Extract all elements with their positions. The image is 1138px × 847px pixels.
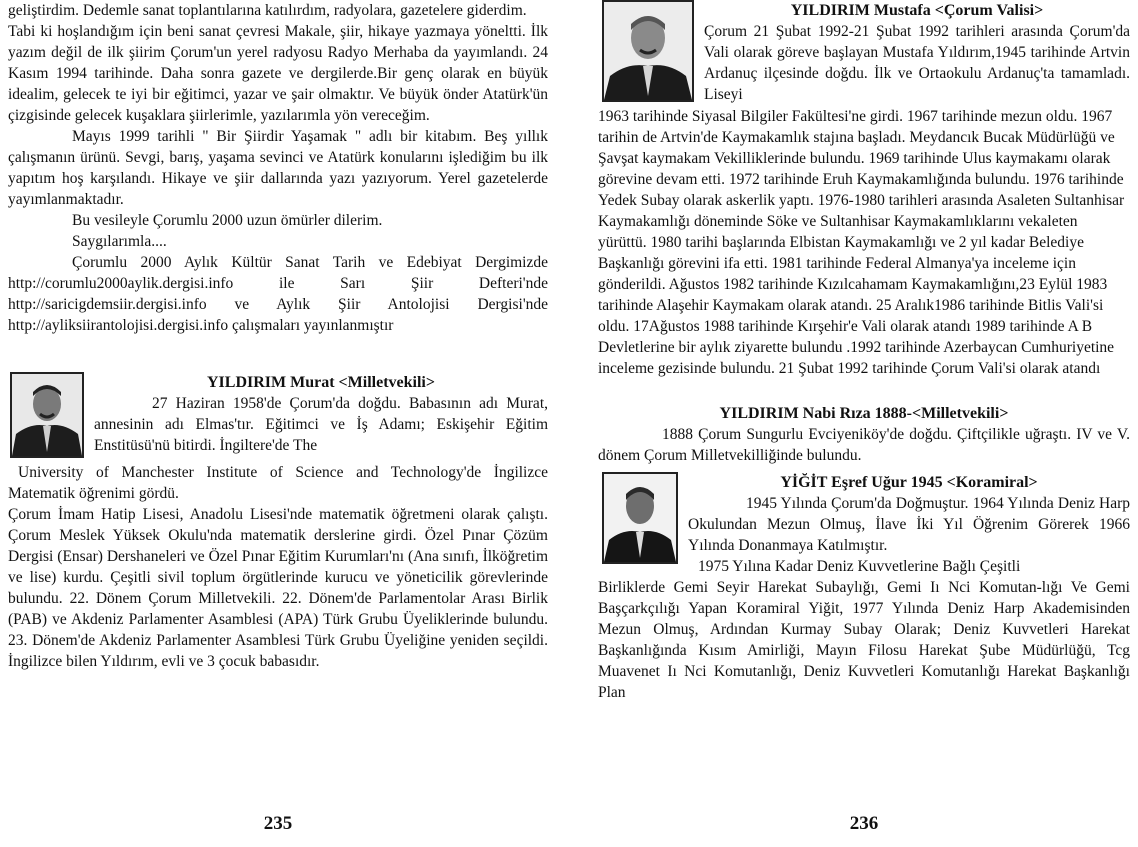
entry-paragraph: Çorum 21 Şubat 1992-21 Şubat 1992 tarihleri arasında Çorum'da Vali olarak göreve başlayan Mustafa Yıldırım,1945 tarihinde Artvin Ardanuç ilçesinde doğdu. İlk ve Ortaokulu Ardanuç'ta tamamladı. Liseyi — [704, 23, 1130, 103]
entry-paragraph: 1963 tarihinde Siyasal Bilgiler Fakültesi'ne girdi. 1967 tarihinde mezun oldu. 1967 tarihin de Artvin'de Kaymakamlık stajına başladı. Meydancık Bucak Müdürlüğü ve Şavşat kaymakam Vekilliklerinde bulundu. 1969 tarihinde Ulus kaymakamı olarak görevine devam etti. 1972 tarihinde Eruh Kaymakamlığında bulundu. 1976 tarihinde Yedek Subay olarak askerlik yaptı. 1976-1980 tarihleri arasında Asaleten Sultanhisar Kaymakamlığı döneminde Söke ve Sultanhisar Kaymakamlıklarını vekaleten yürüttü. 1980 tarihi başlarında Elbistan Kaymakamlığı ve 2 yıl kadar Belediye Başkanlığı görevini ifa etti. 1981 tarihinde Federal Almanya'ya inceleme için gönderildi. Ağustos 1982 tarihinde Kızılcahamam Kaymakamlığını,23 Eylül 1983 tarihinde Alaşehir Kaymakam olarak atandı. 25 Aralık1986 tarihinde Bitlis Vali'si oldu. 17Ağustos 1988 tarihinde Kırşehir'e Vali olarak atandı 1989 tarihinde A B Devletlerine bir aylık ziyarette bulundu .1992 tarihinde Azerbaycan Cumhuriyetine inceleme gezisinde bulundu. 21 Şubat 1992 tarihinde Çorum Vali'si olarak atandı — [598, 108, 1125, 377]
portrait-icon — [604, 474, 676, 562]
entry-yigit — [598, 472, 1130, 703]
entry-title: YILDIRIM Nabi Rıza 1888-<Milletvekili> — [719, 405, 1009, 422]
entry-title: YİĞİT Eşref Uğur 1945 <Koramiral> — [780, 474, 1038, 491]
entry-title: YILDIRIM Mustafa <Çorum Valisi> — [790, 2, 1044, 19]
page-number: 236 — [849, 813, 879, 834]
portrait-photo-yigit — [602, 472, 678, 564]
entry-paragraph: 1975 Yılına Kadar Deniz Kuvvetlerine Bağlı Çeşitli — [698, 558, 1021, 575]
portrait-icon — [604, 2, 692, 100]
intro-paragraph: geliştirdim. Dedemle sanat toplantılarına katılırdım, radyolara, gazetelere giderdim. — [8, 2, 527, 19]
entry-title: YILDIRIM Murat <Milletvekili> — [207, 374, 435, 391]
intro-paragraph: Mayıs 1999 tarihli " Bir Şiirdir Yaşamak " adlı bir kitabım. Beş yıllık çalışmanın ürünü. Sevgi, barış, yaşama sevinci ve Atatürk konularını işlediğim bu ilk yapıtım hoş karşılandı. Hikaye ve şiir dallarında yazı yazıyorum. Yerel gazetelerde yayımlanmaktadır. — [8, 128, 548, 208]
entry-paragraph: Çorum İmam Hatip Lisesi, Anadolu Lisesi'nde matematik öğretmeni olarak çalıştı. Çorum Meslek Yüksek Okulu'nda matematik derslerine girdi. Özel Pınar Çözüm Dergisi (Ensar) Dershaneleri ve Özel Pınar Eğitim Kurumları'nı (Ana sınıfı, İlköğretim ve lise) kurdu. Çeşitli sivil toplum örgütlerinde kurucu ve yöneticilik görevlerinde bulundu. 22. Dönem Çorum Milletvekili. 22. Dönem'de Parlamentolar Arası Birlik (PAB) ve Akdeniz Parlamenter Asamblesi (APA) Türk Grubu Üyeliklerinde bulundu. 23. Dönem'de Akdeniz Parlamenter Asamblesi Türk Grubu Üyeliğine yeniden seçildi. İngilizce bilen Yıldırım, evli ve 3 çocuk babasıdır. — [8, 506, 548, 670]
entry-paragraph: 27 Haziran 1958'de Çorum'da doğdu. Babasının adı Murat, annesinin adı Elmas'tır. Eğitimci ve İş Adamı; Eskişehir Eğitim Enstitüsü'nü bitirdi. İngiltere'de The — [94, 395, 548, 454]
left-page — [8, 0, 548, 847]
entry-murat — [8, 372, 548, 672]
intro-paragraph: Tabi ki hoşlandığım için beni sanat çevresi Makale, şiir, hikaye yazmaya yöneltti. İlk yazım değil de ilk şiirim Çorum'un yerel radyosu Radyo Merhaba da yayımlandı. 24 Kasım 1994 tarihinde. Daha sonra gazete ve dergilerde.Bir genç olarak en büyük idealim, gelecek te iyi bir eğitimci, yazar ve şair olmaktır. Ve büyük önder Atatürk'ün çizgisinde gelecek kuşaklara şiirlerimle, yazılarımla yön vereceğim. — [8, 23, 548, 124]
right-page — [598, 0, 1130, 847]
entry-paragraph: 1945 Yılında Çorum'da Doğmuştur. 1964 Yılında Deniz Harp Okulundan Mezun Olmuş, İlave İki Yıl Öğrenim Görerek 1966 Yılında Donanmaya Katılmıştır. — [688, 495, 1130, 554]
intro-paragraph: Çorumlu 2000 Aylık Kültür Sanat Tarih ve Edebiyat Dergimizde http://corumlu2000aylik.dergisi.info ile Sarı Şiir Defteri'nde http://saricigdemsiir.dergisi.info ve Aylık Şiir Antolojisi Dergisi'nde http://ayliksiirantolojisi.dergisi.info çalışmaları yayınlanmıştır — [8, 254, 548, 334]
entry-nabi — [598, 403, 1130, 466]
portrait-icon — [12, 374, 82, 456]
intro-paragraph: Saygılarımla.... — [72, 233, 167, 250]
entry-paragraph: University of Manchester Institute of Science and Technology'de İngilizce Matematik öğrenimi gördü. — [8, 464, 548, 502]
portrait-photo-mustafa — [602, 0, 694, 102]
entry-paragraph: Birliklerde Gemi Seyir Harekat Subaylığı, Gemi Iı Nci Komutan-lığı Ve Gemi Başçarkçılığı Yapan Koramiral Yiğit, 1977 Yılında Deniz Harp Akademisinden Mezun Olmuş, Ardından Kurmay Subay Olarak; Deniz Kuvvetleri Harekat Başkanlığında Kısım Amirliği, Mayın Filosu Harekat Şube Müdürlüğü, Tcg Muavenet Iı Nci Komutanlığı, Deniz Kuvvetleri Komutanlığı Harekat Başkanlığı Plan — [598, 579, 1130, 701]
portrait-photo-murat — [10, 372, 84, 458]
entry-mustafa — [598, 0, 1130, 379]
entry-paragraph: 1888 Çorum Sungurlu Evciyeniköy'de doğdu. Çiftçilikle uğraştı. IV ve V. dönem Çorum Milletvekilliğinde bulundu. — [598, 426, 1130, 464]
intro-paragraph: Bu vesileyle Çorumlu 2000 uzun ömürler dilerim. — [72, 212, 383, 229]
page-number: 235 — [263, 813, 293, 834]
